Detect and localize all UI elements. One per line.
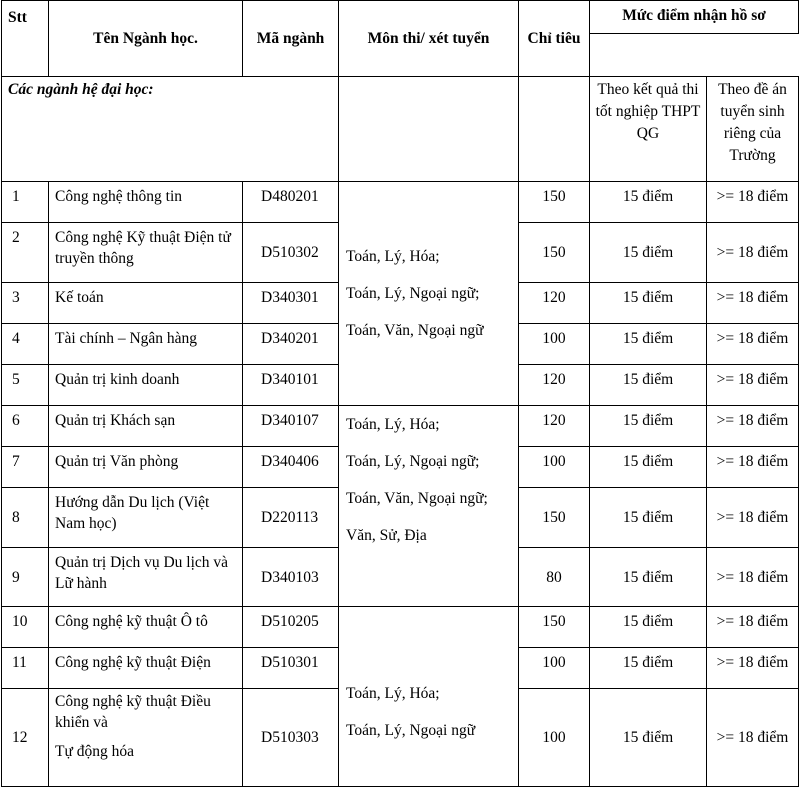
row-quota: 150	[519, 223, 590, 283]
row-score-exam: 15 điểm	[590, 648, 707, 689]
section-empty-subjects	[339, 77, 519, 182]
subject-line: Văn, Sử, Địa	[346, 527, 427, 544]
row-stt: 9	[2, 548, 49, 607]
row-stt: 12	[2, 689, 49, 787]
row-stt: 6	[2, 406, 49, 447]
subject-group-3	[339, 607, 519, 787]
row-stt: 8	[2, 488, 49, 548]
row-score-exam: 15 điểm	[590, 406, 707, 447]
row-quota: 80	[519, 548, 590, 607]
row-major-name: Công nghệ kỹ thuật Điện	[49, 648, 243, 689]
row-score-plan: >= 18 điểm	[707, 324, 799, 365]
row-score-exam: 15 điểm	[590, 182, 707, 223]
row-score-plan: >= 18 điểm	[707, 607, 799, 648]
row-major-name	[49, 689, 243, 787]
row-quota: 100	[519, 324, 590, 365]
subject-line: Toán, Lý, Ngoại ngữ	[346, 721, 476, 739]
row-major-name: Quản trị Khách sạn	[49, 406, 243, 447]
subject-line: Toán, Lý, Ngoại ngữ;	[346, 453, 480, 470]
row-score-plan: >= 18 điểm	[707, 548, 799, 607]
row-stt: 1	[2, 182, 49, 223]
row-score-plan: >= 18 điểm	[707, 182, 799, 223]
row-score-plan: >= 18 điểm	[707, 406, 799, 447]
row-quota: 120	[519, 365, 590, 406]
row-score-exam: 15 điểm	[590, 223, 707, 283]
row-stt: 5	[2, 365, 49, 406]
subject-group-1	[339, 182, 519, 406]
row-major-code: D340406	[243, 447, 339, 488]
row-major-code: D340101	[243, 365, 339, 406]
row-major-name: Quản trị kinh doanh	[49, 365, 243, 406]
row-score-exam: 15 điểm	[590, 488, 707, 548]
row-major-name: Hướng dẫn Du lịch (Việt Nam học)	[49, 488, 243, 548]
header-subjects: Môn thi/ xét tuyển	[339, 1, 519, 77]
section-empty-quota	[519, 77, 590, 182]
row-quota: 100	[519, 447, 590, 488]
row-major-name: Công nghệ kỹ thuật Ô tô	[49, 607, 243, 648]
row-major-code: D340107	[243, 406, 339, 447]
row-score-plan: >= 18 điểm	[707, 283, 799, 324]
header-by-school-plan: Theo đề án tuyển sinh riêng của Trường	[707, 77, 799, 182]
row-score-exam: 15 điểm	[590, 283, 707, 324]
row-major-code: D340201	[243, 324, 339, 365]
row-stt: 11	[2, 648, 49, 689]
header-major-name: Tên Ngành học.	[49, 1, 243, 77]
admission-table	[1, 0, 799, 787]
row-major-name: Công nghệ Kỹ thuật Điện tử truyền thông	[49, 223, 243, 283]
row-score-exam: 15 điểm	[590, 689, 707, 787]
row-score-exam: 15 điểm	[590, 548, 707, 607]
row-quota: 150	[519, 488, 590, 548]
row-score-plan: >= 18 điểm	[707, 365, 799, 406]
row-score-plan: >= 18 điểm	[707, 488, 799, 548]
row-major-code: D510301	[243, 648, 339, 689]
subject-line: Toán, Văn, Ngoại ngữ	[346, 322, 484, 339]
row-score-exam: 15 điểm	[590, 607, 707, 648]
section-title: Các ngành hệ đại học:	[2, 77, 339, 182]
row-score-plan: >= 18 điểm	[707, 689, 799, 787]
row-stt: 4	[2, 324, 49, 365]
row-quota: 100	[519, 648, 590, 689]
row-major-code: D510205	[243, 607, 339, 648]
row-major-code: D220113	[243, 488, 339, 548]
row-major-code: D480201	[243, 182, 339, 223]
row-major-name: Quản trị Dịch vụ Du lịch và Lữ hành	[49, 548, 243, 607]
subject-line: Toán, Lý, Hóa;	[346, 416, 440, 433]
subject-line: Toán, Lý, Hóa;	[346, 684, 440, 702]
header-stt: Stt	[2, 1, 49, 77]
row-major-name: Công nghệ thông tin	[49, 182, 243, 223]
row-stt: 7	[2, 447, 49, 488]
header-score-threshold: Mức điểm nhận hồ sơ	[590, 1, 799, 34]
row-major-code: D340301	[243, 283, 339, 324]
row-major-code: D510302	[243, 223, 339, 283]
row-major-code: D510303	[243, 689, 339, 787]
row-stt: 3	[2, 283, 49, 324]
header-quota: Chỉ tiêu	[519, 1, 590, 77]
row-score-plan: >= 18 điểm	[707, 447, 799, 488]
row-major-code: D340103	[243, 548, 339, 607]
row-quota: 150	[519, 607, 590, 648]
row-major-name: Kế toán	[49, 283, 243, 324]
row-stt: 10	[2, 607, 49, 648]
header-by-national-exam: Theo kết quả thi tốt nghiệp THPT QG	[590, 77, 707, 182]
row-stt: 2	[2, 223, 49, 283]
row-quota: 120	[519, 283, 590, 324]
row-score-plan: >= 18 điểm	[707, 648, 799, 689]
row-score-exam: 15 điểm	[590, 365, 707, 406]
subject-line: Toán, Lý, Ngoại ngữ;	[346, 285, 480, 302]
subject-line: Toán, Văn, Ngoại ngữ;	[346, 490, 488, 507]
subject-group-2	[339, 406, 519, 607]
row-major-name: Tài chính – Ngân hàng	[49, 324, 243, 365]
row-score-exam: 15 điểm	[590, 447, 707, 488]
subject-line: Toán, Lý, Hóa;	[346, 248, 440, 265]
row-score-plan: >= 18 điểm	[707, 223, 799, 283]
row-quota: 120	[519, 406, 590, 447]
row-score-exam: 15 điểm	[590, 324, 707, 365]
row-quota: 150	[519, 182, 590, 223]
row-major-name-line: Công nghệ kỹ thuật Điều khiển và	[55, 693, 211, 731]
row-major-name: Quản trị Văn phòng	[49, 447, 243, 488]
row-major-name-line: Tự động hóa	[55, 743, 134, 760]
header-major-code: Mã ngành	[243, 1, 339, 77]
row-quota: 100	[519, 689, 590, 787]
